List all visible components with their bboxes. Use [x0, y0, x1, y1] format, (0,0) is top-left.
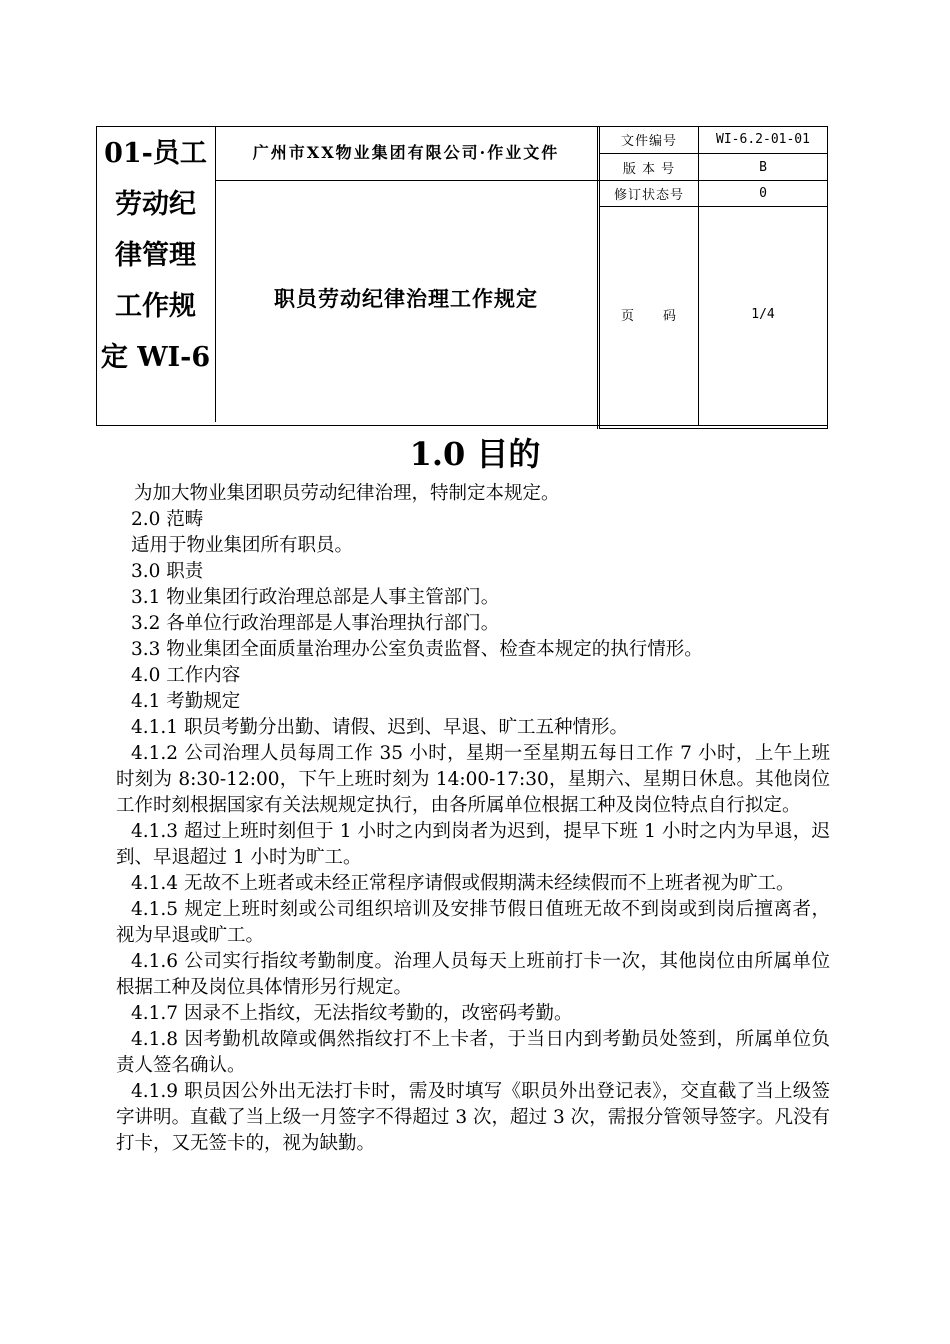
paragraph: 3.3 物业集团全面质量治理办公室负责监督、检查本规定的执行情形。 [131, 639, 703, 660]
paragraph: 适用于物业集团所有职员。 [131, 535, 354, 556]
file-no-value: WI-6.2-01-01 [716, 132, 810, 147]
paragraph: 4.1.8 因考勤机故障或偶然指纹打不上卡者，于当日内到考勤员处签到，所属单位负责人签名确认。 [116, 1029, 830, 1076]
paragraph: 4.1.6 公司实行指纹考勤制度。治理人员每天上班前打卡一次，其他岗位由所属单位根据工种及岗位具体情形另行规定。 [116, 951, 830, 998]
side-title-line: 定 WI-6 [100, 342, 211, 373]
paragraph: 4.0 工作内容 [131, 665, 241, 686]
side-title-line: 工作规 [115, 291, 196, 322]
revision-label: 修订状态号 [613, 188, 684, 203]
document-title [216, 181, 596, 426]
page-value: 1/4 [751, 307, 775, 322]
paragraph: 2.0 范畴 [131, 509, 204, 530]
side-title-line: 01-员工 [104, 138, 207, 169]
paragraph: 3.1 物业集团行政治理总部是人事主管部门。 [131, 587, 500, 608]
paragraph: 3.2 各单位行政治理部是人事治理执行部门。 [131, 613, 500, 634]
paragraph: 3.0 职责 [131, 561, 204, 582]
version-value: B [759, 159, 767, 175]
page-label: 页 码 [620, 309, 677, 324]
document-body [116, 481, 830, 1157]
side-title-line: 劳动纪 [115, 189, 196, 220]
paragraph: 4.1.2 公司治理人员每周工作 35 小时，星期一至星期五每日工作 7 小时，上午上班时刻为 8:30-12:00，下午上班时刻为 14:00-17:30，星期六、星期日休息。其他岗位工作时刻根据国家有关法规规定执行，由各所属单位根据工种及岗位特点自行拟定。 [116, 743, 830, 816]
paragraph: 为加大物业集团职员劳动纪律治理，特制定本规定。 [134, 483, 560, 504]
header-table [96, 126, 828, 426]
side-title [96, 126, 215, 426]
company-name: 广州市XX物业集团有限公司·作业文件 [252, 143, 560, 162]
file-no-label: 文件编号 [620, 134, 677, 149]
paragraph: 4.1.7 因录不上指纹，无法指纹考勤的，改密码考勤。 [131, 1003, 573, 1024]
paragraph: 4.1.1 职员考勤分出勤、请假、迟到、早退、旷工五种情形。 [131, 717, 628, 738]
paragraph: 4.1 考勤规定 [131, 691, 241, 712]
revision-value: 0 [759, 186, 767, 201]
document-title-text: 职员劳动纪律治理工作规定 [274, 285, 538, 311]
side-title-line: 律管理 [115, 240, 196, 271]
paragraph: 4.1.3 超过上班时刻但于 1 小时之内到岗者为迟到，提早下班 1 小时之内为早退，迟到、早退超过 1 小时为旷工。 [116, 821, 830, 868]
version-label: 版 本 号 [622, 161, 676, 177]
paragraph: 4.1.5 规定上班时刻或公司组织培训及安排节假日值班无故不到岗或到岗后擅离者，视为早退或旷工。 [116, 899, 830, 946]
paragraph: 4.1.9 职员因公外出无法打卡时，需及时填写《职员外出登记表》，交直截了当上级签字讲明。直截了当上级一月签字不得超过 3 次，超过 3 次，需报分管领导签字。凡没有打卡，又无签卡的，视为缺勤。 [116, 1081, 830, 1154]
paragraph: 4.1.4 无故不上班者或未经正常程序请假或假期满未经续假而不上班者视为旷工。 [131, 873, 795, 894]
section-heading: 1.0 目的 [409, 435, 541, 473]
